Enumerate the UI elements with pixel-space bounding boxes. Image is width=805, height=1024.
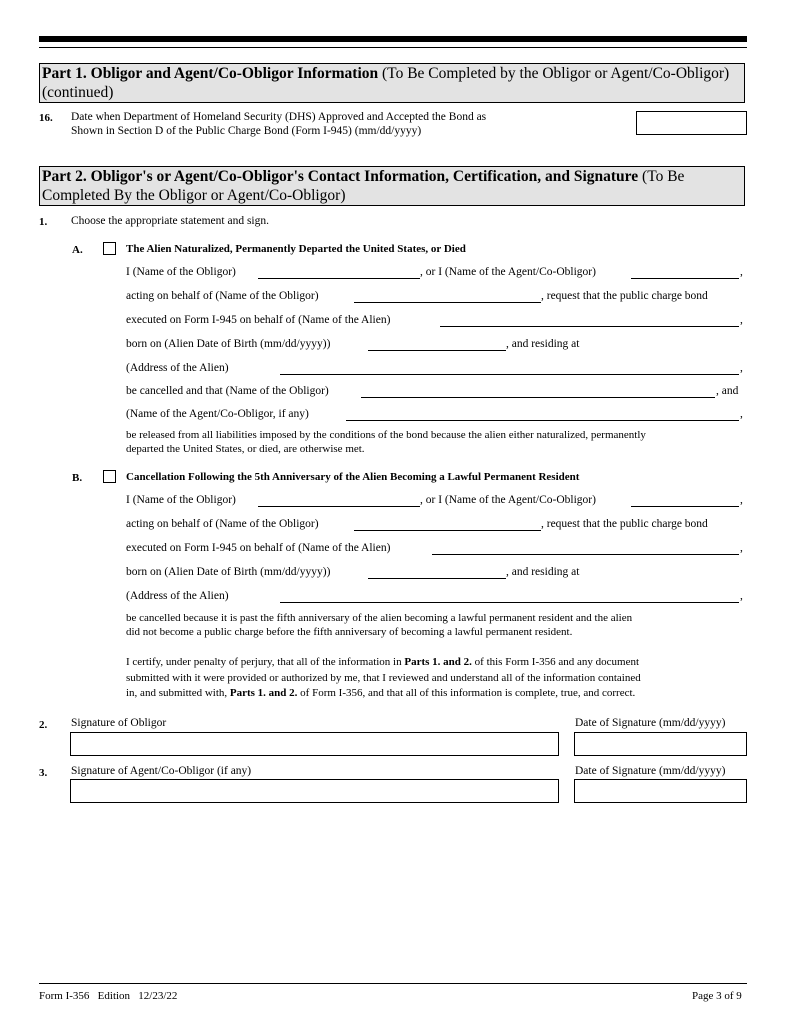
a-comma: , xyxy=(740,266,743,278)
a-alien-address-field[interactable] xyxy=(280,374,739,375)
cert-line1a: I certify, under penalty of perjury, that all of the information in xyxy=(126,656,405,668)
agent-signature-date-field[interactable] xyxy=(574,779,747,803)
cert-line2: submitted with it were provided or authorized by me, that I reviewed and understand all of the information contained xyxy=(126,671,641,684)
q1-text: Choose the appropriate statement and sign. xyxy=(71,215,270,227)
b-agent-label: , or I (Name of the Agent/Co-Obligor) xyxy=(420,494,596,506)
obligor-signature-field[interactable] xyxy=(70,732,559,756)
obligor-signature-date-field[interactable] xyxy=(574,732,747,756)
a-executed-label: executed on Form I-945 on behalf of (Name of the Alien) xyxy=(126,314,391,326)
part2-title: Part 2. Obligor's or Agent/Co-Obligor's Contact Information, Certification, and Signature xyxy=(42,168,639,185)
option-a-title: The Alien Naturalized, Permanently Departed the United States, or Died xyxy=(126,243,466,255)
b-comma: , xyxy=(740,590,743,602)
a-cancel-obligor-field[interactable] xyxy=(361,397,715,398)
option-a-letter: A. xyxy=(72,244,83,256)
a-acting-label: acting on behalf of (Name of the Obligor) xyxy=(126,290,319,302)
q16-label-line1: Date when Department of Homeland Security (DHS) Approved and Accepted the Bond as xyxy=(71,111,487,123)
q16-label xyxy=(71,110,486,138)
a-release-paragraph xyxy=(126,428,751,456)
a-dob-label: born on (Alien Date of Birth (mm/dd/yyyy)) xyxy=(126,338,331,350)
q2-number: 2. xyxy=(39,719,48,731)
a-release-line2: departed the United States, or died, are otherwise met. xyxy=(126,443,365,455)
option-b-checkbox[interactable] xyxy=(103,470,116,483)
b-acting-obligor-field[interactable] xyxy=(354,530,541,531)
a-agent-label: , or I (Name of the Agent/Co-Obligor) xyxy=(420,266,596,278)
b-alien-dob-field[interactable] xyxy=(368,578,506,579)
q16-date-input[interactable] xyxy=(636,111,747,135)
a-residing-label: , and residing at xyxy=(506,338,580,350)
b-agent-name-field[interactable] xyxy=(631,506,739,507)
top-rule-thin xyxy=(39,47,747,48)
a-acting-obligor-field[interactable] xyxy=(354,302,541,303)
b-cancel-paragraph xyxy=(126,611,751,639)
a-obligor-label: I (Name of the Obligor) xyxy=(126,266,236,278)
q2-label: Signature of Obligor xyxy=(71,717,167,729)
agent-signature-field[interactable] xyxy=(70,779,559,803)
option-b-letter: B. xyxy=(72,472,83,484)
a-alien-name-field[interactable] xyxy=(440,326,739,327)
cert-line3a: in, and submitted with, xyxy=(126,687,230,699)
a-comma: , xyxy=(740,362,743,374)
q1-number: 1. xyxy=(39,216,48,228)
b-dob-label: born on (Alien Date of Birth (mm/dd/yyyy)) xyxy=(126,566,331,578)
b-address-label: (Address of the Alien) xyxy=(126,590,229,602)
part1-title-rest: (To Be Completed by the Obligor or Agent/Co-Obligor) xyxy=(378,65,730,82)
part1-header xyxy=(39,63,745,103)
certification-paragraph xyxy=(126,655,751,702)
a-obligor-name-field[interactable] xyxy=(258,278,420,279)
cert-line3b: Parts 1. and 2. xyxy=(229,687,298,699)
b-obligor-label: I (Name of the Obligor) xyxy=(126,494,236,506)
q16-number: 16. xyxy=(39,112,53,124)
part2-title-line2: Completed By the Obligor or Agent/Co-Obligor) xyxy=(42,187,346,204)
b-alien-address-field[interactable] xyxy=(280,602,739,603)
option-b-title: Cancellation Following the 5th Anniversary of the Alien Becoming a Lawful Permanent Resident xyxy=(126,471,580,483)
b-acting-label: acting on behalf of (Name of the Obligor) xyxy=(126,518,319,530)
b-residing-label: , and residing at xyxy=(506,566,580,578)
a-comma: , xyxy=(740,408,743,420)
a-agent-any-field[interactable] xyxy=(346,420,739,421)
page-number: Page 3 of 9 xyxy=(692,990,742,1002)
b-comma: , xyxy=(740,542,743,554)
b-comma: , xyxy=(740,494,743,506)
top-rule-thick xyxy=(39,36,747,42)
part1-title: Part 1. Obligor and Agent/Co-Obligor Information xyxy=(42,65,379,82)
part1-title-line2: (continued) xyxy=(42,84,114,101)
footer-rule xyxy=(39,983,747,984)
a-cancelled-label: be cancelled and that (Name of the Obligor) xyxy=(126,385,329,397)
q2-date-label: Date of Signature (mm/dd/yyyy) xyxy=(575,717,726,729)
a-agent-any-label: (Name of the Agent/Co-Obligor, if any) xyxy=(126,408,309,420)
a-agent-name-field[interactable] xyxy=(631,278,739,279)
b-alien-name-field[interactable] xyxy=(432,554,739,555)
cert-line1b: Parts 1. and 2. xyxy=(404,656,472,668)
q16-label-line2: Shown in Section D of the Public Charge Bond (Form I-945) (mm/dd/yyyy) xyxy=(71,125,422,137)
q3-date-label: Date of Signature (mm/dd/yyyy) xyxy=(575,765,726,777)
q3-number: 3. xyxy=(39,767,48,779)
b-request-label: , request that the public charge bond xyxy=(541,518,708,530)
cert-line1c: of this Form I-356 and any document xyxy=(471,656,640,668)
form-edition: Form I-356 Edition 12/23/22 xyxy=(39,990,178,1002)
part2-title-rest: (To Be xyxy=(638,168,685,185)
a-request-label: , request that the public charge bond xyxy=(541,290,708,302)
b-executed-label: executed on Form I-945 on behalf of (Name of the Alien) xyxy=(126,542,391,554)
a-address-label: (Address of the Alien) xyxy=(126,362,229,374)
b-cancel-line2: did not become a public charge before the fifth anniversary of becoming a lawful permanent resident. xyxy=(126,626,573,638)
a-release-line1: be released from all liabilities imposed by the conditions of the bond because the alien either naturalized, permanently xyxy=(126,429,646,441)
part2-header xyxy=(39,166,745,206)
a-comma: , xyxy=(740,314,743,326)
b-obligor-name-field[interactable] xyxy=(258,506,420,507)
a-alien-dob-field[interactable] xyxy=(368,350,506,351)
cert-line3c: of Form I-356, and that all of this information is complete, true, and correct. xyxy=(297,687,636,699)
b-cancel-line1: be cancelled because it is past the fifth anniversary of the alien becoming a lawful permanent resident and the alien xyxy=(126,612,633,624)
a-and-label: , and xyxy=(716,385,739,397)
option-a-checkbox[interactable] xyxy=(103,242,116,255)
q3-label: Signature of Agent/Co-Obligor (if any) xyxy=(71,765,252,777)
